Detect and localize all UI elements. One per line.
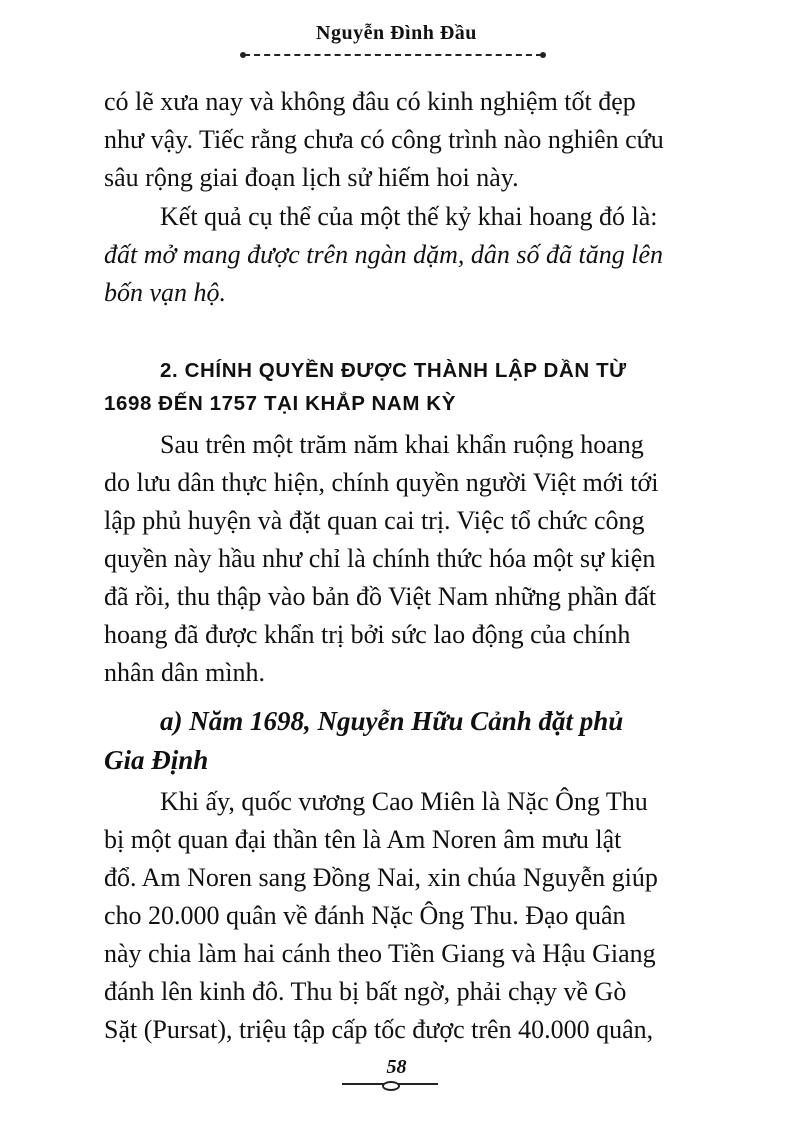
section-heading: 2. CHÍNH QUYỀN ĐƯỢC THÀNH LẬP DẦN TỪ [160,359,627,382]
text-line: Kết quả cụ thể của một thế kỷ khai hoang đó là: [160,202,658,231]
page-number: 58 [386,1056,407,1078]
text-line: bị một quan đại thần tên là Am Noren âm mưu lật [104,825,622,854]
text-line: sâu rộng giai đoạn lịch sử hiếm hoi này. [104,163,519,192]
text-line: Sau trên một trăm năm khai khẩn ruộng hoang [160,430,644,459]
header-divider [244,54,542,56]
text-line: Khi ấy, quốc vương Cao Miên là Nặc Ông Thu [160,787,648,816]
subsection-heading: a) Năm 1698, Nguyễn Hữu Cảnh đặt phủ [160,706,624,736]
text-line: Sặt (Pursat), triệu tập cấp tốc được trên 40.000 quân, [104,1015,654,1044]
text-line: đánh lên kinh đô. Thu bị bất ngờ, phải chạy về Gò [104,977,627,1006]
text-line: đã rồi, thu thập vào bản đồ Việt Nam những phần đất [104,582,657,611]
text-line-italic: đất mở mang được trên ngàn dặm, dân số đã tăng lên [104,240,664,269]
text-line: có lẽ xưa nay và không đâu có kinh nghiệm tốt đẹp [104,87,636,116]
subsection-heading: Gia Định [104,745,209,775]
text-line: cho 20.000 quân về đánh Nặc Ông Thu. Đạo quân [104,901,626,930]
text-line: như vậy. Tiếc rằng chưa có công trình nào nghiên cứu [104,125,664,154]
text-line: nhân dân mình. [104,658,266,687]
text-line-italic: bốn vạn hộ. [104,278,227,307]
text-line: này chia làm hai cánh theo Tiền Giang và Hậu Giang [104,939,656,968]
text-line: do lưu dân thực hiện, chính quyền người Việt mới tới [104,468,659,497]
running-header: Nguyễn Đình Đầu [316,22,477,44]
text-line: quyền này hầu như chỉ là chính thức hóa một sự kiện [104,544,656,573]
text-line: hoang đã được khẩn trị bởi sức lao động của chính [104,620,631,649]
footer-ornament [342,1083,438,1085]
text-line: đổ. Am Noren sang Đồng Nai, xin chúa Nguyễn giúp [104,863,658,892]
text-line: lập phủ huyện và đặt quan cai trị. Việc tổ chức công [104,506,645,535]
section-heading: 1698 ĐẾN 1757 TẠI KHẮP NAM KỲ [104,392,456,415]
